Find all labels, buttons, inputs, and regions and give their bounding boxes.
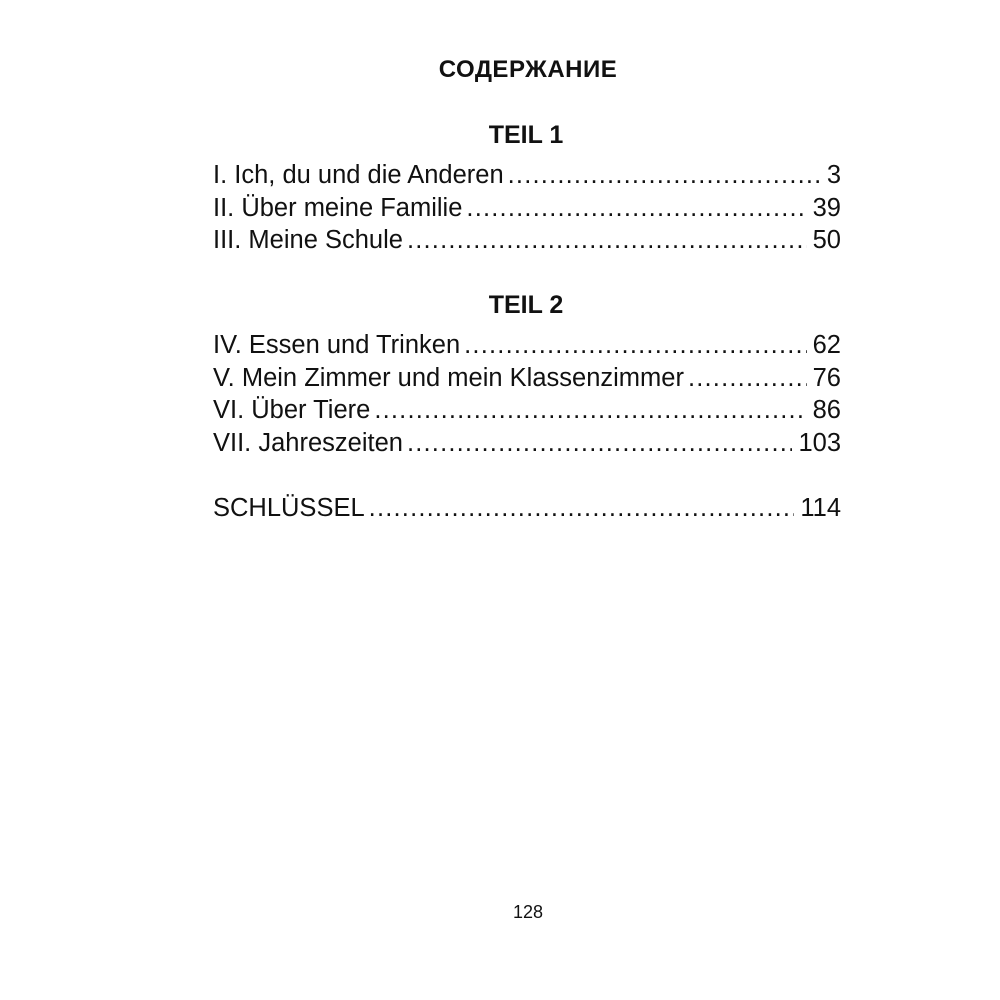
- toc-entry-label: IV. Essen und Trinken: [213, 331, 461, 359]
- toc-entry-page: 3: [826, 161, 841, 189]
- toc-entry: [213, 161, 841, 194]
- dot-leader: [688, 364, 807, 393]
- part-1-heading: TEIL 1: [488, 121, 564, 149]
- toc-entry-page: 62: [812, 331, 841, 359]
- toc-entry-label: III. Meine Schule: [213, 226, 403, 254]
- toc-entry-key: [213, 494, 841, 527]
- toc-entry-page: 86: [812, 396, 841, 424]
- page-number: 128: [512, 902, 544, 922]
- dot-leader: [466, 194, 806, 223]
- toc-entry-label: I. Ich, du und die Anderen: [213, 161, 504, 189]
- toc-entry-label: V. Mein Zimmer und mein Klassenzimmer: [213, 363, 684, 392]
- toc-entry-page: 39: [812, 193, 841, 222]
- toc-entry-label: VI. Über Tiere: [213, 396, 371, 424]
- dot-leader: [369, 494, 795, 523]
- toc-entry-page: 76: [812, 363, 841, 392]
- dot-leader: [374, 396, 806, 425]
- part-2-heading: TEIL 2: [488, 291, 564, 319]
- dot-leader: [508, 161, 821, 190]
- toc-entry: [213, 194, 841, 227]
- toc-entry: [213, 226, 841, 259]
- part-1-toc: [213, 161, 841, 259]
- toc-entry-label: SCHLÜSSEL: [213, 494, 365, 522]
- page-title: СОДЕРЖАНИЕ: [438, 56, 618, 83]
- toc-entry: [213, 429, 841, 462]
- toc-entry-label: VII. Jahreszeiten: [213, 428, 403, 457]
- dot-leader: [407, 226, 807, 255]
- toc-entry-page: 103: [798, 428, 841, 457]
- toc-entry-page: 114: [800, 494, 841, 522]
- toc-entry: [213, 331, 841, 364]
- part-2-toc: [213, 331, 841, 461]
- toc-entry: [213, 364, 841, 397]
- key-toc: [213, 494, 841, 527]
- dot-leader: [464, 331, 806, 360]
- toc-entry-page: 50: [812, 226, 841, 254]
- dot-leader: [407, 429, 793, 458]
- toc-entry: [213, 396, 841, 429]
- toc-entry-label: II. Über meine Familie: [213, 193, 463, 222]
